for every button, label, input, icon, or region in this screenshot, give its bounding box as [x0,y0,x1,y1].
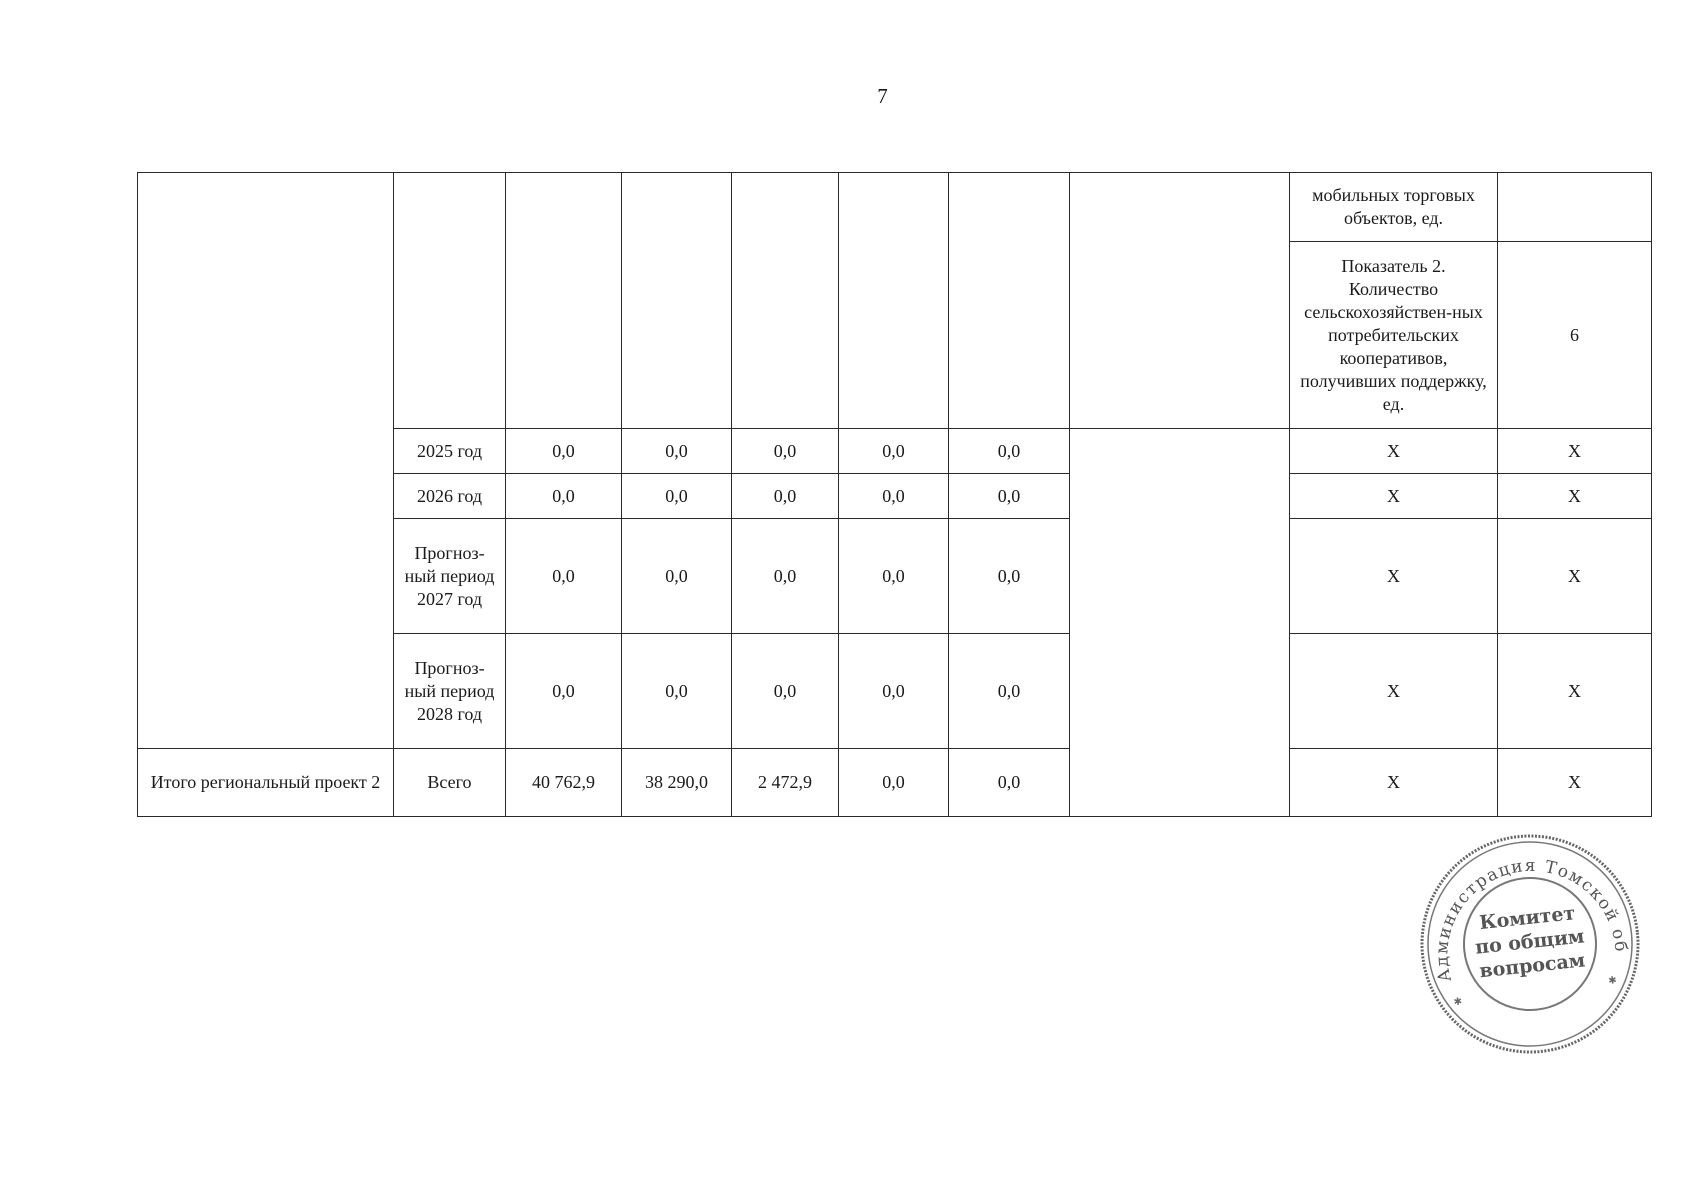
indicator-value-cell: X [1498,634,1652,749]
value-cell: 0,0 [622,519,732,634]
value-cell-empty [732,173,839,429]
period-cell: 2025 год [394,429,506,474]
indicator-cell: X [1290,474,1498,519]
indicator-cell: X [1290,749,1498,817]
value-cell: 0,0 [506,634,622,749]
total-label: Итого региональный проект 2 [138,749,394,817]
value-cell: 2 472,9 [732,749,839,817]
indicator-value-1 [1498,173,1652,242]
value-cell: 40 762,9 [506,749,622,817]
value-cell: 0,0 [839,429,949,474]
period-cell: Всего [394,749,506,817]
value-cell: 0,0 [839,749,949,817]
total-row [138,749,1652,817]
value-cell: 0,0 [506,429,622,474]
official-stamp [1418,832,1642,1056]
value-cell: 0,0 [506,474,622,519]
indicator-name-1: мобильных торговых объектов, ед. [1290,173,1498,242]
value-cell: 0,0 [622,634,732,749]
value-cell: 0,0 [839,519,949,634]
stamp-ring-text: Администрация Томской области [1432,855,1631,984]
value-cell: 0,0 [949,634,1070,749]
page-number: 7 [877,84,888,108]
indicator-name-2: Показатель 2. Количество сельскохозяйствен-ных потребительских кооперативов, получивших поддержку, ед. [1290,242,1498,429]
indicator-value-cell: X [1498,519,1652,634]
stamp-line-3: вопросам [1478,949,1587,983]
value-cell: 0,0 [839,474,949,519]
result-cell-empty [1070,173,1290,429]
project-cell-empty [138,173,394,749]
stamp-star-icon: ✱ [1453,996,1463,1009]
value-cell: 0,0 [949,749,1070,817]
value-cell: 0,0 [732,429,839,474]
value-cell: 38 290,0 [622,749,732,817]
period-cell: 2026 год [394,474,506,519]
indicator-value-2: 6 [1498,242,1652,429]
value-cell: 0,0 [732,474,839,519]
indicator-value-cell: X [1498,429,1652,474]
stamp-star-icon: ✱ [1607,975,1618,987]
value-cell: 0,0 [622,429,732,474]
indicator-row-1 [138,173,1652,242]
value-cell-empty [949,173,1070,429]
stamp-line-1: Комитет [1478,902,1577,935]
indicator-value-cell: X [1498,474,1652,519]
indicator-value-cell: X [1498,749,1652,817]
value-cell-empty [506,173,622,429]
indicator-cell: X [1290,429,1498,474]
period-cell-empty [394,173,506,429]
value-cell: 0,0 [622,474,732,519]
result-cell-merged [1070,429,1290,817]
period-cell: Прогноз-ный период 2028 год [394,634,506,749]
period-cell: Прогноз-ный период 2027 год [394,519,506,634]
indicator-cell: X [1290,519,1498,634]
value-cell: 0,0 [732,519,839,634]
value-cell: 0,0 [949,519,1070,634]
value-cell-empty [839,173,949,429]
value-cell: 0,0 [949,429,1070,474]
value-cell: 0,0 [506,519,622,634]
stamp-line-2: по общим [1474,925,1586,959]
value-cell: 0,0 [732,634,839,749]
value-cell-empty [622,173,732,429]
budget-table [137,172,1652,817]
value-cell: 0,0 [839,634,949,749]
indicator-cell: X [1290,634,1498,749]
value-cell: 0,0 [949,474,1070,519]
